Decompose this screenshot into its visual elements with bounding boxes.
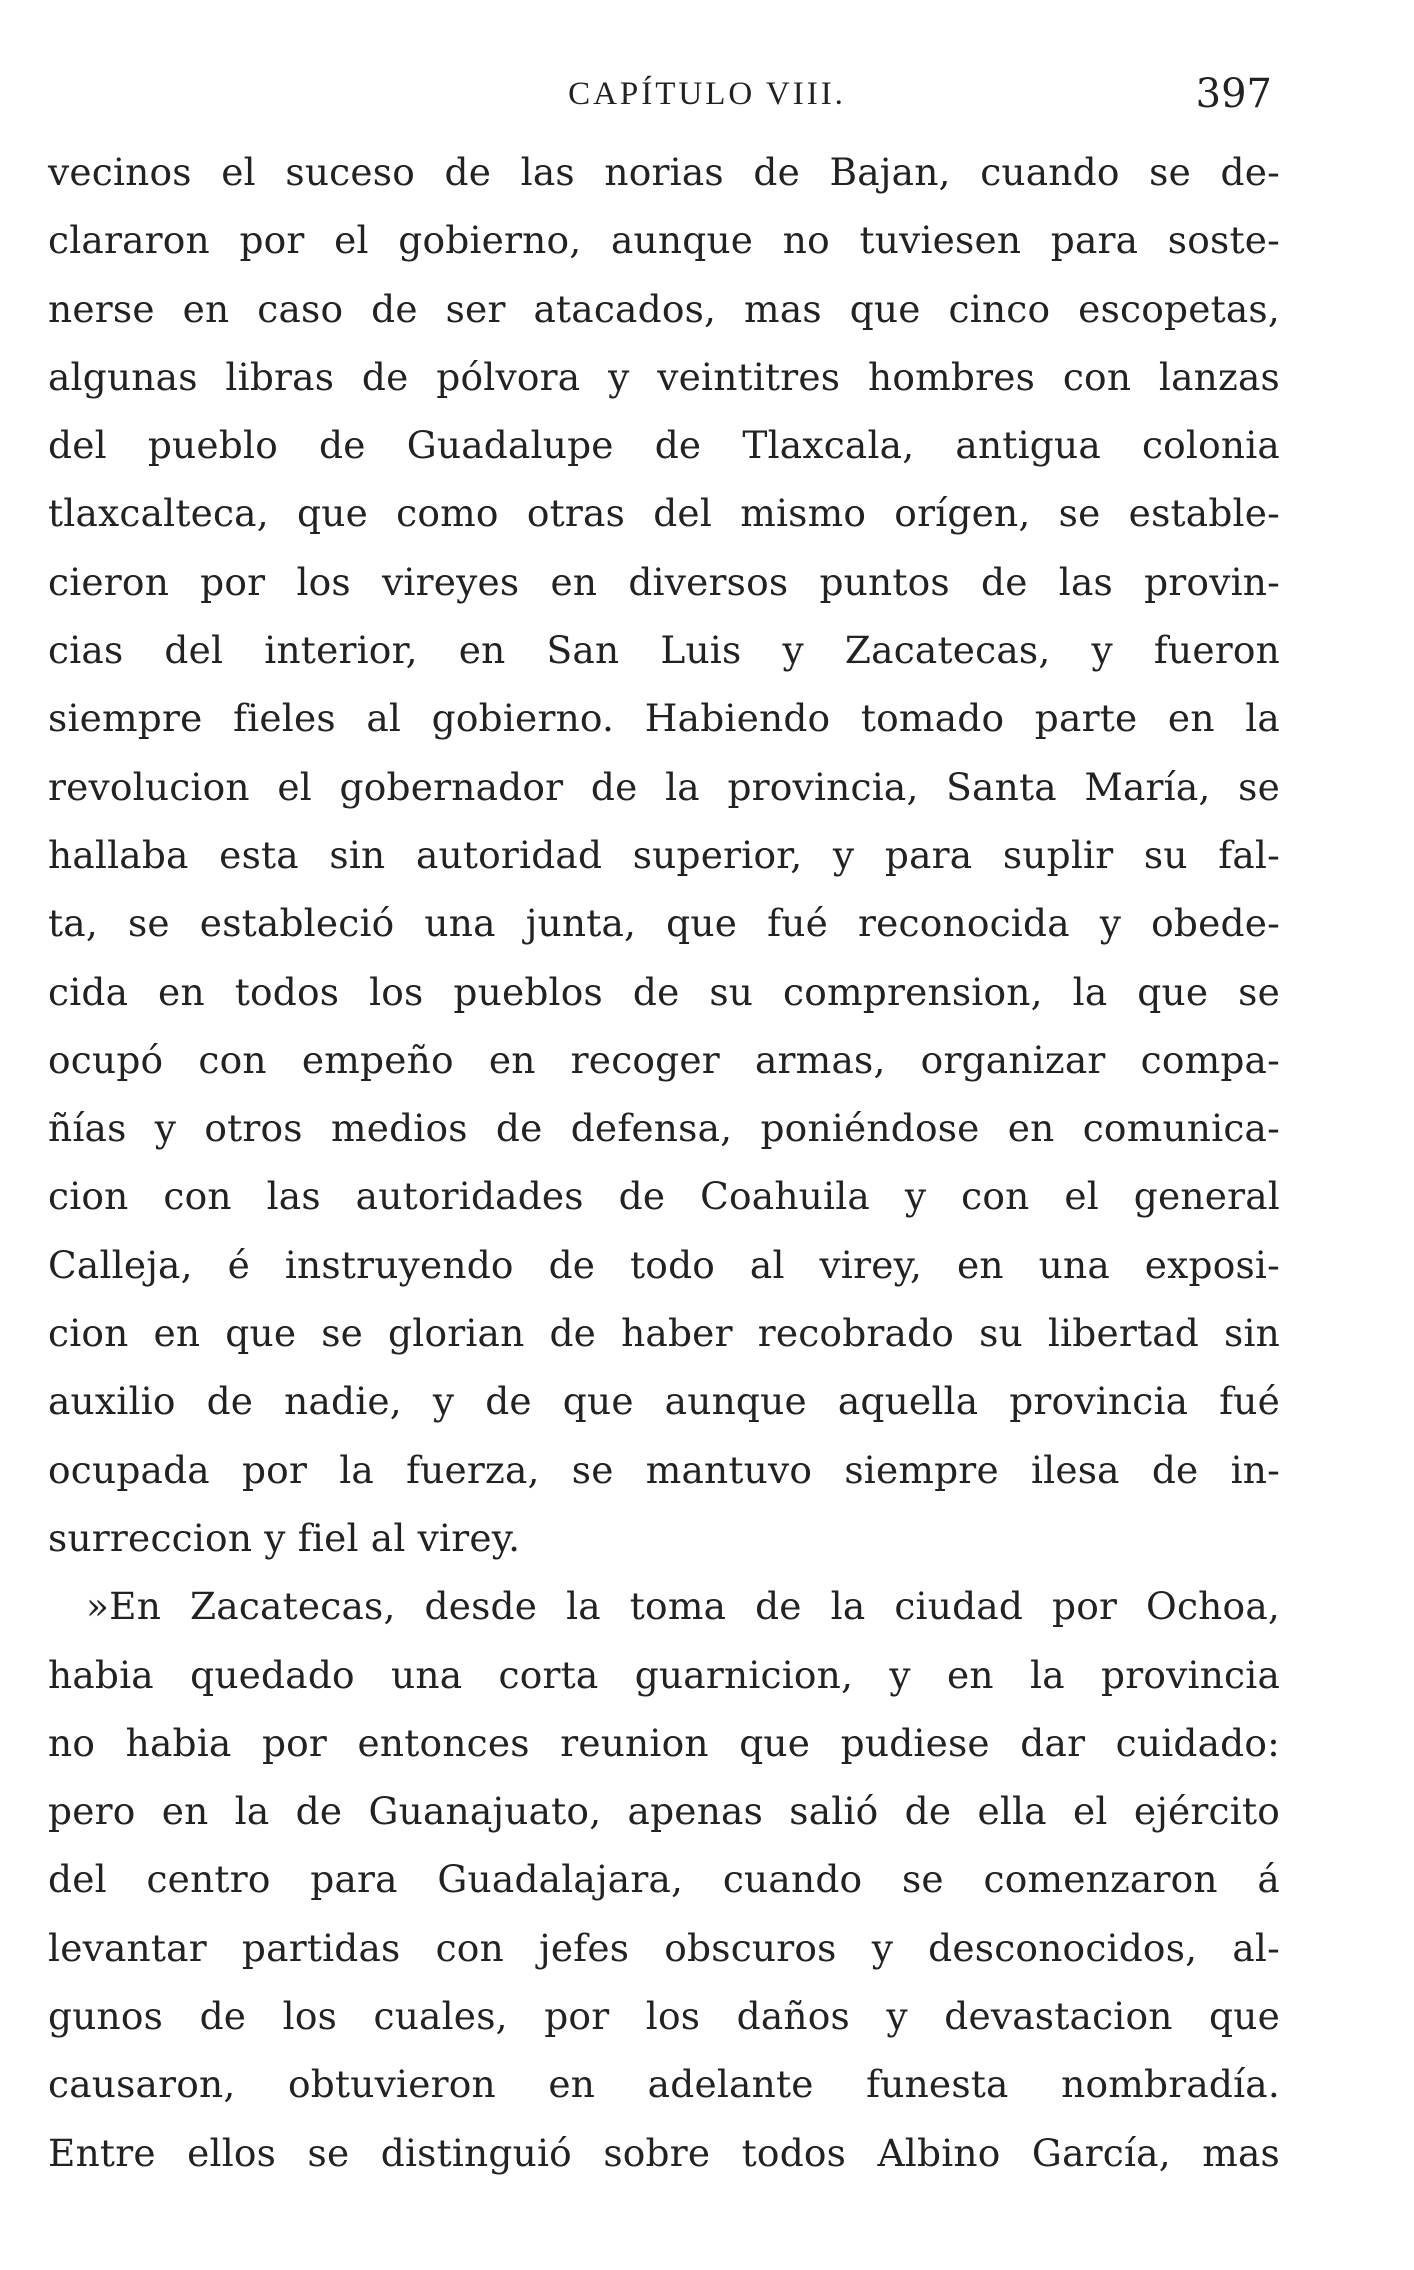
text-line: siempre fieles al gobierno. Habiendo tomado parte en la — [48, 696, 1280, 741]
text-line: levantar partidas con jefes obscuros y desconocidos, al- — [48, 1925, 1280, 1970]
page-number: 397 — [1195, 71, 1272, 117]
text-line: hallaba esta sin autoridad superior, y para suplir su fal- — [48, 832, 1280, 877]
text-line: habia quedado una corta guarnicion, y en la provincia — [48, 1652, 1280, 1697]
text-line: causaron, obtuvieron en adelante funesta nombradía. — [48, 2062, 1280, 2107]
body-text — [48, 138, 1280, 2187]
chapter-heading: CAPÍTULO VIII. — [568, 76, 846, 112]
text-line: revolucion el gobernador de la provincia, Santa María, se — [48, 764, 1280, 809]
text-line: Calleja, é instruyendo de todo al virey, en una exposi- — [48, 1242, 1280, 1287]
text-line: cida en todos los pueblos de su comprension, la que se — [48, 969, 1280, 1014]
text-line: gunos de los cuales, por los daños y devastacion que — [48, 1994, 1280, 2039]
running-head — [0, 64, 1414, 124]
text-line: Entre ellos se distinguió sobre todos Albino García, mas — [48, 2130, 1280, 2175]
text-line: vecinos el suceso de las norias de Bajan, cuando se de- — [48, 150, 1280, 194]
paragraph-end-line: surreccion y fiel al virey. — [48, 1515, 521, 1560]
text-line: ocupada por la fuerza, se mantuvo siempre ilesa de in- — [48, 1447, 1280, 1492]
text-line: tlaxcalteca, que como otras del mismo orígen, se estable- — [48, 491, 1280, 536]
text-line: cion con las autoridades de Coahuila y con el general — [48, 1174, 1280, 1219]
text-line: auxilio de nadie, y de que aunque aquella provincia fué — [48, 1379, 1280, 1424]
text-line: clararon por el gobierno, aunque no tuviesen para soste- — [48, 218, 1280, 263]
text-line: ocupó con empeño en recoger armas, organizar compa- — [48, 1037, 1280, 1082]
text-line: cieron por los vireyes en diversos puntos de las provin- — [48, 559, 1280, 604]
text-line: del pueblo de Guadalupe de Tlaxcala, antigua colonia — [48, 423, 1280, 468]
text-line: algunas libras de pólvora y veintitres hombres con lanzas — [48, 354, 1280, 399]
text-line: ta, se estableció una junta, que fué reconocida y obede- — [48, 901, 1280, 946]
text-line: ñías y otros medios de defensa, poniéndose en comunica- — [48, 1106, 1280, 1151]
text-line: no habia por entonces reunion que pudiese dar cuidado: — [48, 1720, 1280, 1765]
text-line: cias del interior, en San Luis y Zacatecas, y fueron — [48, 628, 1280, 673]
paragraph-start-line: »En Zacatecas, desde la toma de la ciudad por Ochoa, — [86, 1584, 1280, 1629]
text-line: del centro para Guadalajara, cuando se comenzaron á — [48, 1857, 1280, 1902]
text-line: cion en que se glorian de haber recobrado su libertad sin — [48, 1311, 1280, 1356]
text-line: nerse en caso de ser atacados, mas que cinco escopetas, — [48, 286, 1280, 331]
text-line: pero en la de Guanajuato, apenas salió de ella el ejército — [48, 1789, 1280, 1834]
